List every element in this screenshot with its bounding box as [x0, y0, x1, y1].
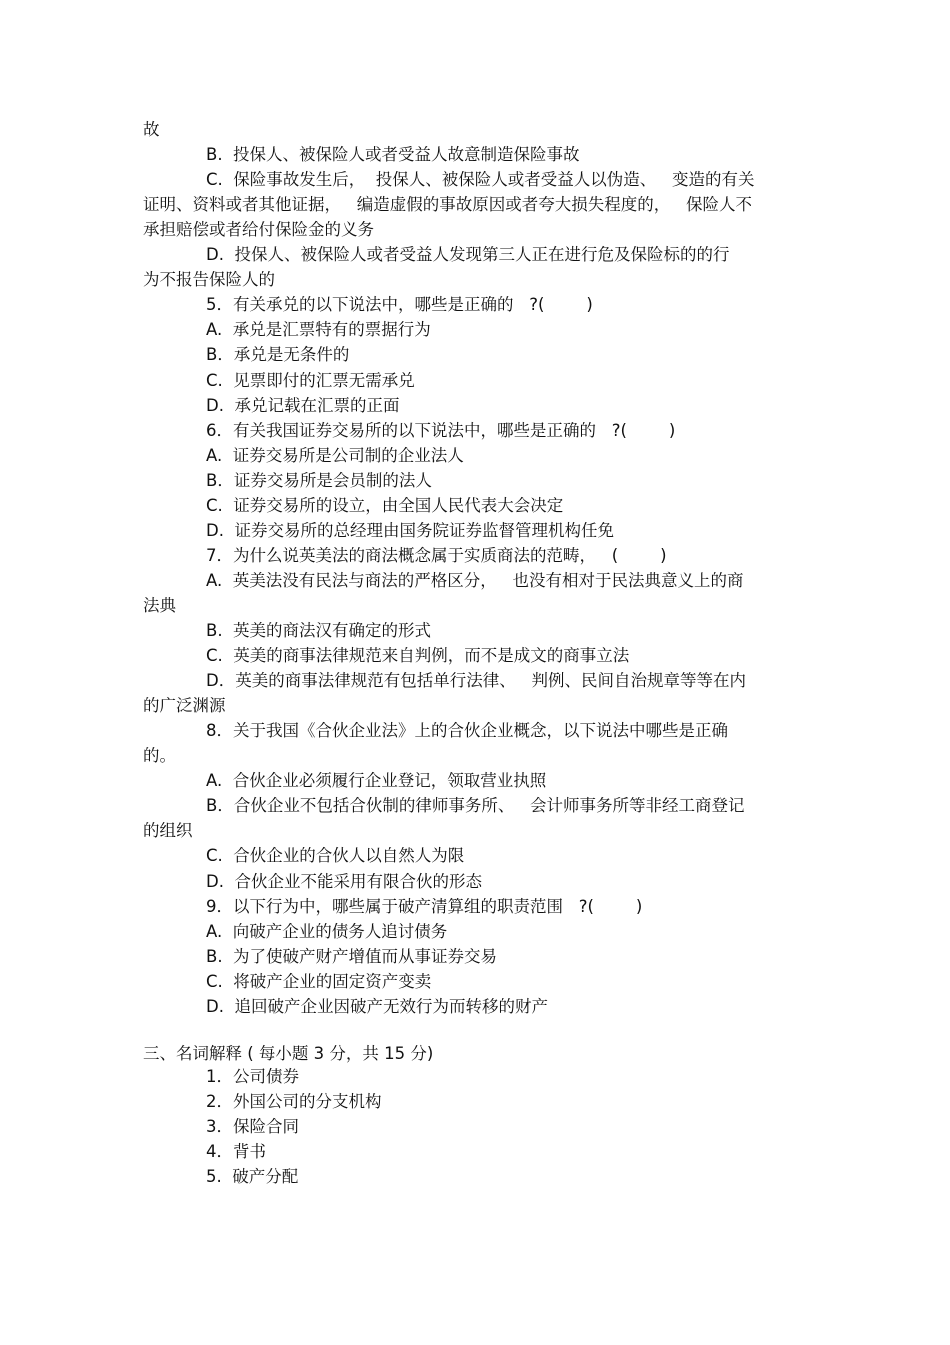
text-line: B．合伙企业不包括合伙制的律师事务所、 会计师事务所等非经工商登记 — [206, 796, 745, 816]
term-item: 1．公司债券 — [206, 1067, 299, 1086]
text-line: 故 — [143, 120, 160, 139]
text-line: 的。 — [143, 746, 176, 766]
text-line: 的广泛渊源 — [143, 696, 226, 716]
term-item: 4．背书 — [206, 1142, 266, 1162]
section-heading: 三、名词解释 ( 每小题 3 分，共 15 分) — [143, 1044, 434, 1063]
text-line: A. 英美法没有民法与商法的严格区分， 也没有相对于民法典意义上的商 — [206, 570, 744, 590]
text-line: B．证券交易所是会员制的法人 — [206, 470, 432, 490]
text-line: D. 合伙企业不能采用有限合伙的形态 — [206, 871, 482, 891]
text-line: D．英美的商事法律规范有包括单行法律、 判例、民间自治规章等等在内 — [206, 671, 746, 691]
text-line: 6．有关我国证券交易所的以下说法中，哪些是正确的 ?( ) — [206, 420, 676, 440]
text-line: 的组织 — [143, 821, 193, 841]
text-line: C. 英美的商事法律规范来自判例，而不是成文的商事立法 — [206, 646, 630, 666]
text-line: C. 保险事故发生后， 投保人、被保险人或者受益人以伪造、 变造的有关 — [206, 170, 755, 190]
text-line: B. 投保人、被保险人或者受益人故意制造保险事故 — [206, 145, 580, 165]
text-line: 8．关于我国《合伙企业法》上的合伙企业概念，以下说法中哪些是正确 — [206, 721, 728, 741]
text-line: B. 为了使破产财产增值而从事证券交易 — [206, 946, 498, 966]
text-line: D. 证券交易所的总经理由国务院证券监督管理机构任免 — [206, 520, 614, 540]
text-line: B．承兑是无条件的 — [206, 345, 350, 365]
text-line: 证明、资料或者其他证据， 编造虚假的事故原因或者夸大损失程度的， 保险人不 — [143, 195, 752, 215]
text-line: D. 投保人、被保险人或者受益人发现第三人正在进行危及保险标的的行 — [206, 245, 730, 265]
text-line: A. 合伙企业必须履行企业登记，领取营业执照 — [206, 771, 547, 791]
term-item: 5. 破产分配 — [206, 1167, 299, 1187]
term-item: 3．保险合同 — [206, 1117, 299, 1137]
text-line: B. 英美的商法汉有确定的形式 — [206, 621, 432, 640]
text-line: 法典 — [143, 595, 176, 615]
text-line: 为不报告保险人的 — [143, 270, 275, 290]
text-line: A. 向破产企业的债务人追讨债务 — [206, 921, 448, 941]
text-line: 5．有关承兑的以下说法中，哪些是正确的 ?( ) — [206, 295, 593, 315]
text-line: D. 追回破产企业因破产无效行为而转移的财产 — [206, 996, 548, 1016]
term-item: 2．外国公司的分支机构 — [206, 1092, 382, 1112]
text-line: A. 承兑是汇票特有的票据行为 — [206, 320, 431, 340]
text-line: 7．为什么说英美法的商法概念属于实质商法的范畴， ( ) — [206, 545, 667, 565]
text-line: C. 见票即付的汇票无需承兑 — [206, 370, 415, 390]
text-line: 承担赔偿或者给付保险金的义务 — [143, 220, 374, 240]
text-line: C. 合伙企业的合伙人以自然人为限 — [206, 846, 465, 866]
text-line: C. 将破产企业的固定资产变卖 — [206, 971, 432, 991]
text-line: C. 证券交易所的设立，由全国人民代表大会决定 — [206, 495, 564, 515]
text-line: A. 证券交易所是公司制的企业法人 — [206, 445, 464, 465]
text-line: 9．以下行为中，哪些属于破产清算组的职责范围 ?( ) — [206, 896, 643, 916]
text-line: D. 承兑记载在汇票的正面 — [206, 395, 400, 415]
